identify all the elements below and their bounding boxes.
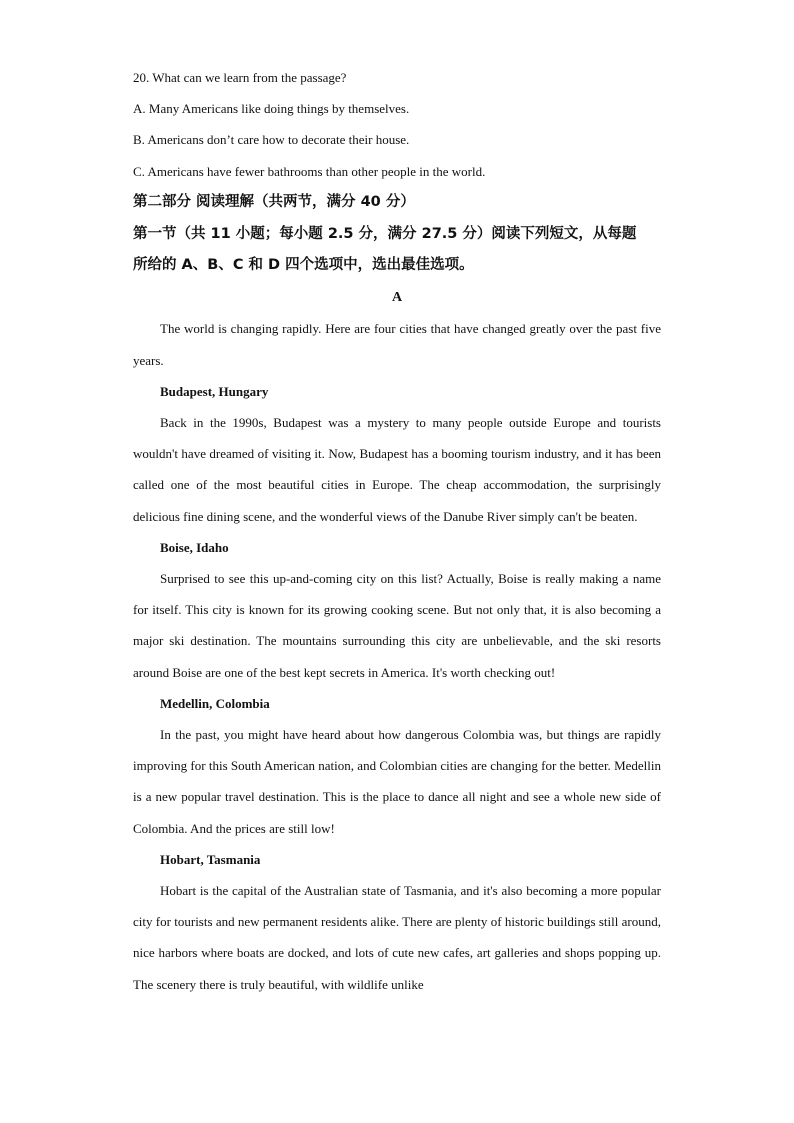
city-text-budapest: Back in the 1990s, Budapest was a mystery to many people outside Europe and tourists wouldn't have dreamed of visiting it. Now, Budapest has a booming tourism industry, and it has been called one of the most beautiful cities in Europe. The cheap accommodation, the surprisingly delicious fine dining scene, and the wonderful views of the Danube River simply can't be beaten. [133,415,661,524]
passage-intro: The world is changing rapidly. Here are four cities that have changed greatly over the past five years. [133,321,661,368]
city-text-boise: Surprised to see this up-and-coming city on this list? Actually, Boise is really making a name for itself. This city is known for its growing cooking scene. But not only that, it is also becoming a major ski destination. The mountains surrounding this city are unbelievable, and the ski resorts around Boise are one of the best kept secrets in America. It's worth checking out! [133,571,661,680]
option-a: A. Many Americans like doing things by themselves. [133,101,410,117]
instruction-line-1: 第一节（共 11 小题；每小题 2.5 分，满分 27.5 分）阅读下列短文，从每题 [133,225,637,242]
city-heading-boise: Boise, Idaho [160,539,229,555]
city-text-medellin: In the past, you might have heard about how dangerous Colombia was, but things are rapidly improving for this South American nation, and Colombian cities are changing for the better. Medellin is a new popular travel destination. This is the place to dance all night and see a whole new side of Colombia. And the prices are still low! [133,727,661,836]
city-heading-medellin: Medellin, Colombia [160,695,270,711]
passage-letter: A [391,290,403,306]
instruction-line-2: 所给的 A、B、C 和 D 四个选项中，选出最佳选项。 [133,257,474,274]
document-page [133,62,661,1000]
city-heading-hobart: Hobart, Tasmania [160,851,261,867]
option-b: B. Americans don’t care how to decorate their house. [133,132,410,148]
option-c: C. Americans have fewer bathrooms than other people in the world. [133,163,486,179]
question-stem: 20. What can we learn from the passage? [133,70,347,85]
part-title: 第二部分 阅读理解（共两节，满分 40 分） [133,193,415,210]
city-heading-budapest: Budapest, Hungary [160,383,269,399]
city-text-hobart: Hobart is the capital of the Australian state of Tasmania, and it's also becoming a more popular city for tourists and new permanent residents alike. There are plenty of historic buildings still around, nice harbors where boats are docked, and lots of cute new cafes, art galleries and shops popping up. The scenery there is truly beautiful, with wildlife unlike [133,883,661,992]
